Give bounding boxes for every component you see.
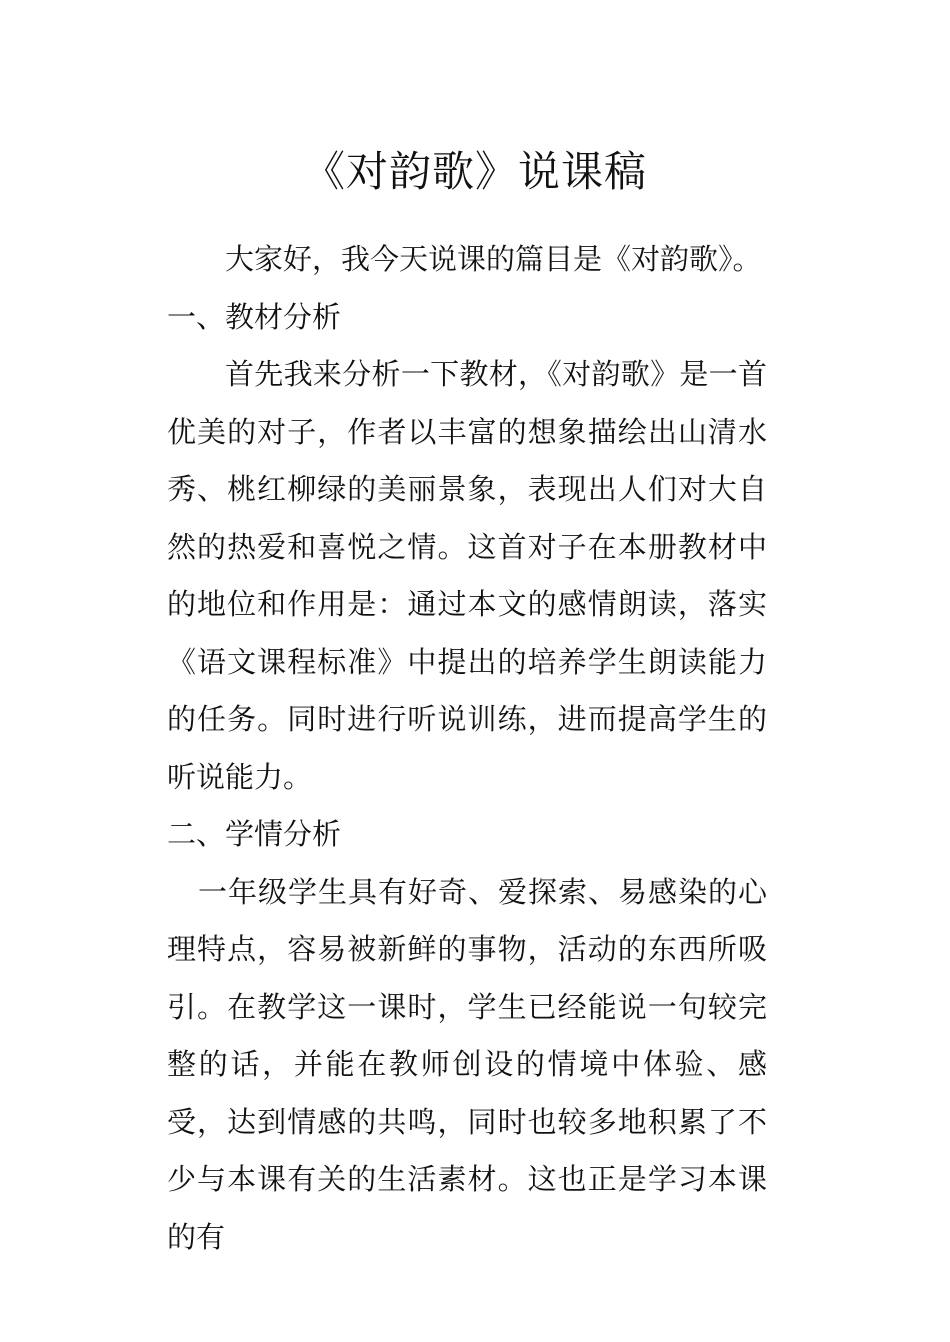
textbook-analysis-paragraph: 首先我来分析一下教材，《对韵歌》是一首优美的对子，作者以丰富的想象描绘出山清水秀、桃红柳绿的美丽景象，表现出人们对大自然的热爱和喜悦之情。这首对子在本册教材中的地位和作用是：通过本文的感情朗读，落实《语文课程标准》中提出的培养学生朗读能力的任务。同时进行听说训练，进而提高学生的听说能力。 — [167, 357, 767, 794]
document-body — [167, 231, 767, 1266]
section-heading-textbook-analysis: 一、教材分析 — [167, 299, 342, 334]
intro-paragraph: 大家好，我今天说课的篇目是《对韵歌》。 — [225, 242, 762, 276]
section-heading-student-analysis: 二、学情分析 — [167, 817, 342, 851]
page-title: 《对韵歌》说课稿 — [302, 147, 647, 196]
student-analysis-paragraph: 一年级学生具有好奇、爱探索、易感染的心理特点，容易被新鲜的事物，活动的东西所吸引。在教学这一课时，学生已经能说一句较完整的话，并能在教师创设的情境中体验、感受，达到情感的共鸣，同时也较多地积累了不少与本课有关的生活素材。这也正是学习本课的有 — [167, 874, 767, 1254]
